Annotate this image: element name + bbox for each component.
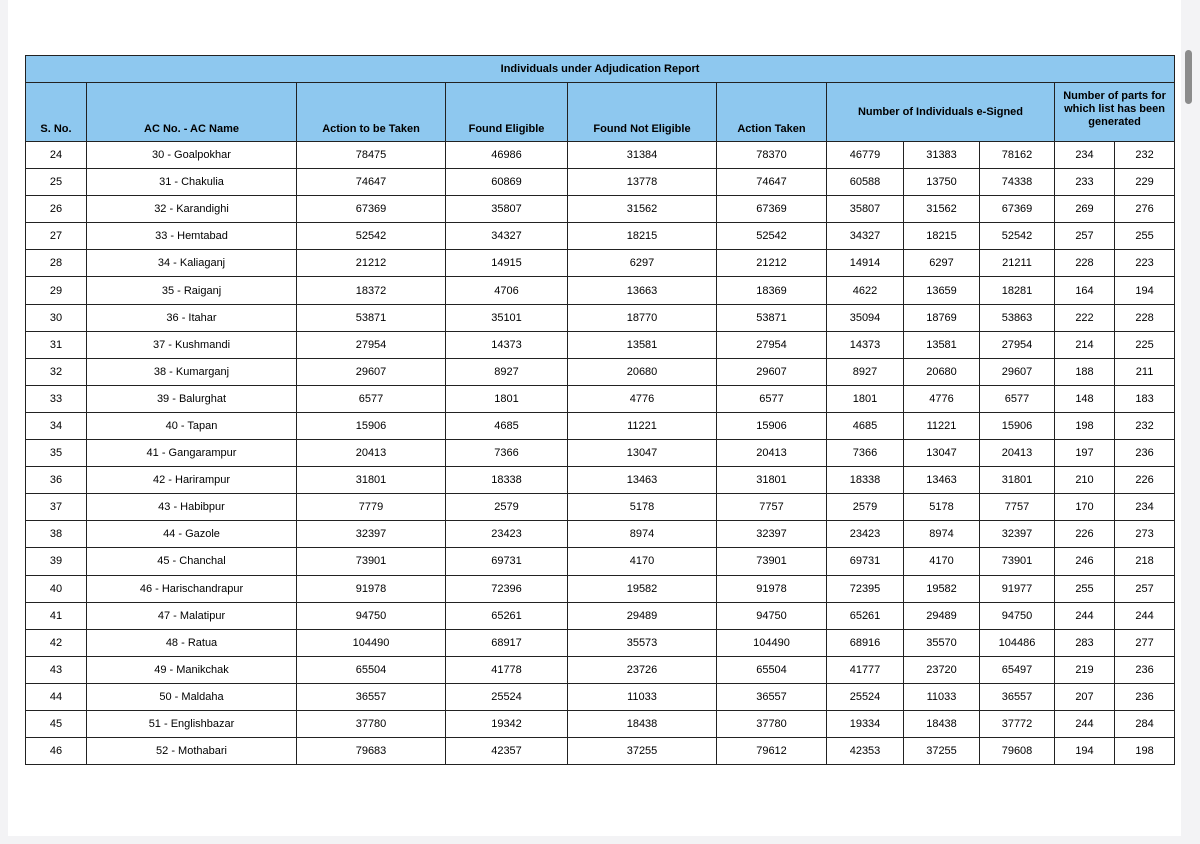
cell-esigned-2: 11033 xyxy=(904,683,980,710)
cell-action-taken: 79612 xyxy=(717,738,827,765)
cell-parts-1: 148 xyxy=(1055,385,1115,412)
cell-ac-name: 45 - Chanchal xyxy=(87,548,297,575)
cell-action-to-be-taken: 73901 xyxy=(297,548,446,575)
cell-esigned-1: 4622 xyxy=(827,277,904,304)
cell-parts-2: 284 xyxy=(1115,710,1175,737)
cell-esigned-2: 18438 xyxy=(904,710,980,737)
cell-parts-1: 234 xyxy=(1055,142,1115,169)
cell-parts-1: 255 xyxy=(1055,575,1115,602)
cell-parts-1: 214 xyxy=(1055,331,1115,358)
cell-found-not-eligible: 19582 xyxy=(568,575,717,602)
cell-esigned-3: 78162 xyxy=(980,142,1055,169)
cell-ac-name: 49 - Manikchak xyxy=(87,656,297,683)
cell-action-to-be-taken: 15906 xyxy=(297,412,446,439)
cell-esigned-1: 60588 xyxy=(827,169,904,196)
cell-action-to-be-taken: 37780 xyxy=(297,710,446,737)
table-row xyxy=(26,277,1175,304)
cell-esigned-3: 91977 xyxy=(980,575,1055,602)
cell-ac-name: 32 - Karandighi xyxy=(87,196,297,223)
cell-parts-2: 211 xyxy=(1115,358,1175,385)
cell-ac-name: 50 - Maldaha xyxy=(87,683,297,710)
cell-found-eligible: 18338 xyxy=(446,467,568,494)
table-row xyxy=(26,412,1175,439)
cell-found-not-eligible: 20680 xyxy=(568,358,717,385)
cell-ac-name: 35 - Raiganj xyxy=(87,277,297,304)
cell-esigned-1: 34327 xyxy=(827,223,904,250)
cell-sno: 24 xyxy=(26,142,87,169)
table-row xyxy=(26,602,1175,629)
cell-parts-2: 236 xyxy=(1115,440,1175,467)
cell-parts-2: 277 xyxy=(1115,629,1175,656)
cell-esigned-1: 46779 xyxy=(827,142,904,169)
cell-parts-2: 218 xyxy=(1115,548,1175,575)
cell-esigned-3: 20413 xyxy=(980,440,1055,467)
cell-ac-name: 38 - Kumarganj xyxy=(87,358,297,385)
table-row xyxy=(26,331,1175,358)
cell-found-not-eligible: 11033 xyxy=(568,683,717,710)
cell-sno: 43 xyxy=(26,656,87,683)
cell-found-eligible: 8927 xyxy=(446,358,568,385)
cell-found-not-eligible: 8974 xyxy=(568,521,717,548)
cell-esigned-3: 36557 xyxy=(980,683,1055,710)
cell-ac-name: 47 - Malatipur xyxy=(87,602,297,629)
cell-sno: 30 xyxy=(26,304,87,331)
table-row xyxy=(26,385,1175,412)
cell-action-to-be-taken: 32397 xyxy=(297,521,446,548)
cell-parts-1: 228 xyxy=(1055,250,1115,277)
cell-sno: 36 xyxy=(26,467,87,494)
cell-esigned-1: 8927 xyxy=(827,358,904,385)
cell-found-not-eligible: 29489 xyxy=(568,602,717,629)
cell-ac-name: 43 - Habibpur xyxy=(87,494,297,521)
cell-ac-name: 37 - Kushmandi xyxy=(87,331,297,358)
cell-parts-1: 283 xyxy=(1055,629,1115,656)
cell-esigned-1: 23423 xyxy=(827,521,904,548)
cell-esigned-2: 13659 xyxy=(904,277,980,304)
cell-parts-2: 226 xyxy=(1115,467,1175,494)
cell-esigned-1: 35094 xyxy=(827,304,904,331)
cell-found-not-eligible: 4776 xyxy=(568,385,717,412)
cell-sno: 34 xyxy=(26,412,87,439)
cell-action-to-be-taken: 78475 xyxy=(297,142,446,169)
cell-esigned-3: 37772 xyxy=(980,710,1055,737)
cell-found-not-eligible: 18770 xyxy=(568,304,717,331)
cell-sno: 28 xyxy=(26,250,87,277)
header-found-not-eligible: Found Not Eligible xyxy=(568,83,717,142)
cell-found-not-eligible: 18215 xyxy=(568,223,717,250)
cell-parts-1: 244 xyxy=(1055,602,1115,629)
table-row xyxy=(26,738,1175,765)
cell-esigned-2: 35570 xyxy=(904,629,980,656)
report-title: Individuals under Adjudication Report xyxy=(26,56,1175,83)
cell-esigned-3: 32397 xyxy=(980,521,1055,548)
cell-esigned-1: 35807 xyxy=(827,196,904,223)
cell-found-not-eligible: 37255 xyxy=(568,738,717,765)
cell-parts-1: 269 xyxy=(1055,196,1115,223)
cell-esigned-3: 104486 xyxy=(980,629,1055,656)
cell-esigned-1: 68916 xyxy=(827,629,904,656)
table-row xyxy=(26,250,1175,277)
table-row xyxy=(26,656,1175,683)
cell-esigned-1: 18338 xyxy=(827,467,904,494)
cell-ac-name: 51 - Englishbazar xyxy=(87,710,297,737)
cell-action-taken: 32397 xyxy=(717,521,827,548)
table-row xyxy=(26,494,1175,521)
report-body xyxy=(26,142,1175,765)
cell-esigned-2: 23720 xyxy=(904,656,980,683)
cell-action-taken: 29607 xyxy=(717,358,827,385)
cell-esigned-1: 69731 xyxy=(827,548,904,575)
cell-parts-2: 273 xyxy=(1115,521,1175,548)
cell-action-taken: 65504 xyxy=(717,656,827,683)
cell-parts-2: 194 xyxy=(1115,277,1175,304)
cell-action-taken: 18369 xyxy=(717,277,827,304)
cell-parts-1: 244 xyxy=(1055,710,1115,737)
cell-found-not-eligible: 31384 xyxy=(568,142,717,169)
cell-action-taken: 20413 xyxy=(717,440,827,467)
cell-action-to-be-taken: 65504 xyxy=(297,656,446,683)
cell-esigned-2: 31562 xyxy=(904,196,980,223)
table-row xyxy=(26,196,1175,223)
cell-sno: 31 xyxy=(26,331,87,358)
cell-found-eligible: 35807 xyxy=(446,196,568,223)
cell-parts-2: 223 xyxy=(1115,250,1175,277)
cell-found-eligible: 7366 xyxy=(446,440,568,467)
cell-action-taken: 36557 xyxy=(717,683,827,710)
cell-esigned-3: 53863 xyxy=(980,304,1055,331)
cell-sno: 32 xyxy=(26,358,87,385)
cell-esigned-2: 13581 xyxy=(904,331,980,358)
cell-found-not-eligible: 31562 xyxy=(568,196,717,223)
cell-esigned-3: 6577 xyxy=(980,385,1055,412)
cell-action-taken: 94750 xyxy=(717,602,827,629)
table-row xyxy=(26,440,1175,467)
cell-ac-name: 30 - Goalpokhar xyxy=(87,142,297,169)
cell-parts-1: 164 xyxy=(1055,277,1115,304)
cell-action-to-be-taken: 18372 xyxy=(297,277,446,304)
table-row xyxy=(26,521,1175,548)
header-ac-name: AC No. - AC Name xyxy=(87,83,297,142)
cell-found-not-eligible: 13463 xyxy=(568,467,717,494)
cell-action-taken: 67369 xyxy=(717,196,827,223)
cell-parts-1: 210 xyxy=(1055,467,1115,494)
cell-esigned-1: 42353 xyxy=(827,738,904,765)
cell-found-not-eligible: 13047 xyxy=(568,440,717,467)
cell-sno: 44 xyxy=(26,683,87,710)
cell-action-taken: 27954 xyxy=(717,331,827,358)
cell-action-to-be-taken: 6577 xyxy=(297,385,446,412)
cell-esigned-3: 74338 xyxy=(980,169,1055,196)
cell-parts-2: 255 xyxy=(1115,223,1175,250)
cell-esigned-1: 7366 xyxy=(827,440,904,467)
cell-parts-1: 198 xyxy=(1055,412,1115,439)
cell-action-taken: 21212 xyxy=(717,250,827,277)
cell-esigned-2: 29489 xyxy=(904,602,980,629)
cell-esigned-1: 19334 xyxy=(827,710,904,737)
cell-parts-2: 257 xyxy=(1115,575,1175,602)
cell-found-eligible: 69731 xyxy=(446,548,568,575)
cell-action-to-be-taken: 21212 xyxy=(297,250,446,277)
cell-found-not-eligible: 5178 xyxy=(568,494,717,521)
cell-parts-1: 222 xyxy=(1055,304,1115,331)
cell-esigned-2: 20680 xyxy=(904,358,980,385)
cell-found-eligible: 34327 xyxy=(446,223,568,250)
cell-parts-2: 232 xyxy=(1115,412,1175,439)
cell-sno: 39 xyxy=(26,548,87,575)
cell-esigned-1: 4685 xyxy=(827,412,904,439)
cell-found-eligible: 41778 xyxy=(446,656,568,683)
cell-esigned-1: 14373 xyxy=(827,331,904,358)
cell-esigned-3: 67369 xyxy=(980,196,1055,223)
cell-found-eligible: 25524 xyxy=(446,683,568,710)
cell-esigned-2: 31383 xyxy=(904,142,980,169)
table-row xyxy=(26,548,1175,575)
cell-parts-1: 188 xyxy=(1055,358,1115,385)
cell-parts-1: 197 xyxy=(1055,440,1115,467)
scrollbar-track[interactable] xyxy=(1181,0,1200,844)
cell-found-not-eligible: 13581 xyxy=(568,331,717,358)
cell-sno: 29 xyxy=(26,277,87,304)
cell-esigned-1: 25524 xyxy=(827,683,904,710)
table-row xyxy=(26,223,1175,250)
cell-action-taken: 73901 xyxy=(717,548,827,575)
cell-esigned-1: 14914 xyxy=(827,250,904,277)
adjudication-report-table xyxy=(25,55,1175,765)
cell-action-taken: 31801 xyxy=(717,467,827,494)
cell-action-taken: 74647 xyxy=(717,169,827,196)
cell-action-to-be-taken: 7779 xyxy=(297,494,446,521)
table-row xyxy=(26,710,1175,737)
cell-parts-2: 234 xyxy=(1115,494,1175,521)
table-row xyxy=(26,358,1175,385)
cell-esigned-3: 65497 xyxy=(980,656,1055,683)
cell-found-eligible: 4685 xyxy=(446,412,568,439)
cell-parts-1: 257 xyxy=(1055,223,1115,250)
cell-action-taken: 7757 xyxy=(717,494,827,521)
cell-found-not-eligible: 18438 xyxy=(568,710,717,737)
cell-action-taken: 37780 xyxy=(717,710,827,737)
cell-esigned-1: 72395 xyxy=(827,575,904,602)
cell-ac-name: 34 - Kaliaganj xyxy=(87,250,297,277)
cell-esigned-3: 7757 xyxy=(980,494,1055,521)
table-row xyxy=(26,575,1175,602)
table-row xyxy=(26,169,1175,196)
cell-ac-name: 46 - Harischandrapur xyxy=(87,575,297,602)
cell-esigned-1: 65261 xyxy=(827,602,904,629)
cell-found-not-eligible: 13663 xyxy=(568,277,717,304)
cell-found-eligible: 72396 xyxy=(446,575,568,602)
cell-action-to-be-taken: 52542 xyxy=(297,223,446,250)
table-row xyxy=(26,304,1175,331)
cell-esigned-3: 29607 xyxy=(980,358,1055,385)
cell-found-eligible: 2579 xyxy=(446,494,568,521)
cell-esigned-3: 15906 xyxy=(980,412,1055,439)
cell-action-to-be-taken: 94750 xyxy=(297,602,446,629)
cell-esigned-2: 4776 xyxy=(904,385,980,412)
cell-esigned-2: 18215 xyxy=(904,223,980,250)
cell-parts-1: 170 xyxy=(1055,494,1115,521)
cell-action-to-be-taken: 31801 xyxy=(297,467,446,494)
cell-esigned-2: 19582 xyxy=(904,575,980,602)
cell-found-eligible: 1801 xyxy=(446,385,568,412)
cell-found-eligible: 23423 xyxy=(446,521,568,548)
cell-action-taken: 53871 xyxy=(717,304,827,331)
cell-esigned-2: 6297 xyxy=(904,250,980,277)
cell-parts-1: 226 xyxy=(1055,521,1115,548)
cell-parts-2: 228 xyxy=(1115,304,1175,331)
cell-esigned-2: 13047 xyxy=(904,440,980,467)
header-action-taken: Action Taken xyxy=(717,83,827,142)
cell-action-to-be-taken: 67369 xyxy=(297,196,446,223)
cell-action-taken: 52542 xyxy=(717,223,827,250)
cell-parts-1: 194 xyxy=(1055,738,1115,765)
cell-esigned-3: 73901 xyxy=(980,548,1055,575)
cell-esigned-2: 11221 xyxy=(904,412,980,439)
cell-esigned-3: 94750 xyxy=(980,602,1055,629)
cell-found-eligible: 35101 xyxy=(446,304,568,331)
cell-found-eligible: 14373 xyxy=(446,331,568,358)
cell-found-not-eligible: 6297 xyxy=(568,250,717,277)
cell-esigned-3: 18281 xyxy=(980,277,1055,304)
cell-sno: 35 xyxy=(26,440,87,467)
cell-action-taken: 15906 xyxy=(717,412,827,439)
cell-esigned-2: 37255 xyxy=(904,738,980,765)
cell-sno: 26 xyxy=(26,196,87,223)
cell-action-to-be-taken: 27954 xyxy=(297,331,446,358)
cell-parts-2: 225 xyxy=(1115,331,1175,358)
cell-ac-name: 31 - Chakulia xyxy=(87,169,297,196)
cell-parts-1: 219 xyxy=(1055,656,1115,683)
cell-parts-2: 183 xyxy=(1115,385,1175,412)
cell-found-eligible: 68917 xyxy=(446,629,568,656)
cell-sno: 38 xyxy=(26,521,87,548)
cell-found-eligible: 42357 xyxy=(446,738,568,765)
cell-found-not-eligible: 4170 xyxy=(568,548,717,575)
cell-parts-2: 229 xyxy=(1115,169,1175,196)
cell-found-not-eligible: 23726 xyxy=(568,656,717,683)
cell-esigned-2: 18769 xyxy=(904,304,980,331)
cell-action-to-be-taken: 91978 xyxy=(297,575,446,602)
cell-sno: 33 xyxy=(26,385,87,412)
cell-action-taken: 78370 xyxy=(717,142,827,169)
cell-found-eligible: 60869 xyxy=(446,169,568,196)
cell-ac-name: 48 - Ratua xyxy=(87,629,297,656)
cell-action-taken: 6577 xyxy=(717,385,827,412)
cell-found-eligible: 4706 xyxy=(446,277,568,304)
cell-sno: 25 xyxy=(26,169,87,196)
cell-action-to-be-taken: 29607 xyxy=(297,358,446,385)
cell-found-not-eligible: 13778 xyxy=(568,169,717,196)
cell-found-eligible: 14915 xyxy=(446,250,568,277)
cell-ac-name: 33 - Hemtabad xyxy=(87,223,297,250)
cell-ac-name: 41 - Gangarampur xyxy=(87,440,297,467)
cell-action-to-be-taken: 20413 xyxy=(297,440,446,467)
cell-esigned-3: 21211 xyxy=(980,250,1055,277)
cell-esigned-2: 5178 xyxy=(904,494,980,521)
cell-action-taken: 91978 xyxy=(717,575,827,602)
cell-ac-name: 52 - Mothabari xyxy=(87,738,297,765)
header-sno: S. No. xyxy=(26,83,87,142)
cell-ac-name: 42 - Harirampur xyxy=(87,467,297,494)
cell-sno: 46 xyxy=(26,738,87,765)
cell-found-eligible: 46986 xyxy=(446,142,568,169)
cell-sno: 40 xyxy=(26,575,87,602)
header-parts-generated: Number of parts for which list has been generated xyxy=(1055,83,1175,142)
cell-esigned-1: 41777 xyxy=(827,656,904,683)
cell-ac-name: 44 - Gazole xyxy=(87,521,297,548)
cell-parts-1: 246 xyxy=(1055,548,1115,575)
cell-sno: 27 xyxy=(26,223,87,250)
table-row xyxy=(26,683,1175,710)
cell-esigned-1: 1801 xyxy=(827,385,904,412)
cell-action-to-be-taken: 79683 xyxy=(297,738,446,765)
cell-esigned-2: 8974 xyxy=(904,521,980,548)
cell-esigned-3: 27954 xyxy=(980,331,1055,358)
cell-found-eligible: 65261 xyxy=(446,602,568,629)
cell-found-not-eligible: 11221 xyxy=(568,412,717,439)
cell-esigned-2: 4170 xyxy=(904,548,980,575)
cell-sno: 41 xyxy=(26,602,87,629)
cell-parts-2: 198 xyxy=(1115,738,1175,765)
cell-sno: 37 xyxy=(26,494,87,521)
cell-action-to-be-taken: 74647 xyxy=(297,169,446,196)
cell-parts-2: 244 xyxy=(1115,602,1175,629)
scrollbar-thumb[interactable] xyxy=(1185,50,1192,104)
cell-esigned-2: 13463 xyxy=(904,467,980,494)
cell-sno: 45 xyxy=(26,710,87,737)
cell-found-eligible: 19342 xyxy=(446,710,568,737)
cell-parts-1: 207 xyxy=(1055,683,1115,710)
cell-action-taken: 104490 xyxy=(717,629,827,656)
table-row xyxy=(26,142,1175,169)
cell-action-to-be-taken: 53871 xyxy=(297,304,446,331)
cell-ac-name: 39 - Balurghat xyxy=(87,385,297,412)
cell-action-to-be-taken: 36557 xyxy=(297,683,446,710)
cell-parts-2: 276 xyxy=(1115,196,1175,223)
cell-ac-name: 40 - Tapan xyxy=(87,412,297,439)
cell-esigned-3: 79608 xyxy=(980,738,1055,765)
header-action-to-be-taken: Action to be Taken xyxy=(297,83,446,142)
header-esigned: Number of Individuals e-Signed xyxy=(827,83,1055,142)
table-row xyxy=(26,467,1175,494)
cell-sno: 42 xyxy=(26,629,87,656)
cell-esigned-2: 13750 xyxy=(904,169,980,196)
cell-action-to-be-taken: 104490 xyxy=(297,629,446,656)
cell-parts-2: 236 xyxy=(1115,683,1175,710)
cell-esigned-1: 2579 xyxy=(827,494,904,521)
table-row xyxy=(26,629,1175,656)
cell-esigned-3: 52542 xyxy=(980,223,1055,250)
cell-esigned-3: 31801 xyxy=(980,467,1055,494)
cell-parts-2: 232 xyxy=(1115,142,1175,169)
header-found-eligible: Found Eligible xyxy=(446,83,568,142)
cell-ac-name: 36 - Itahar xyxy=(87,304,297,331)
cell-parts-1: 233 xyxy=(1055,169,1115,196)
cell-parts-2: 236 xyxy=(1115,656,1175,683)
cell-found-not-eligible: 35573 xyxy=(568,629,717,656)
